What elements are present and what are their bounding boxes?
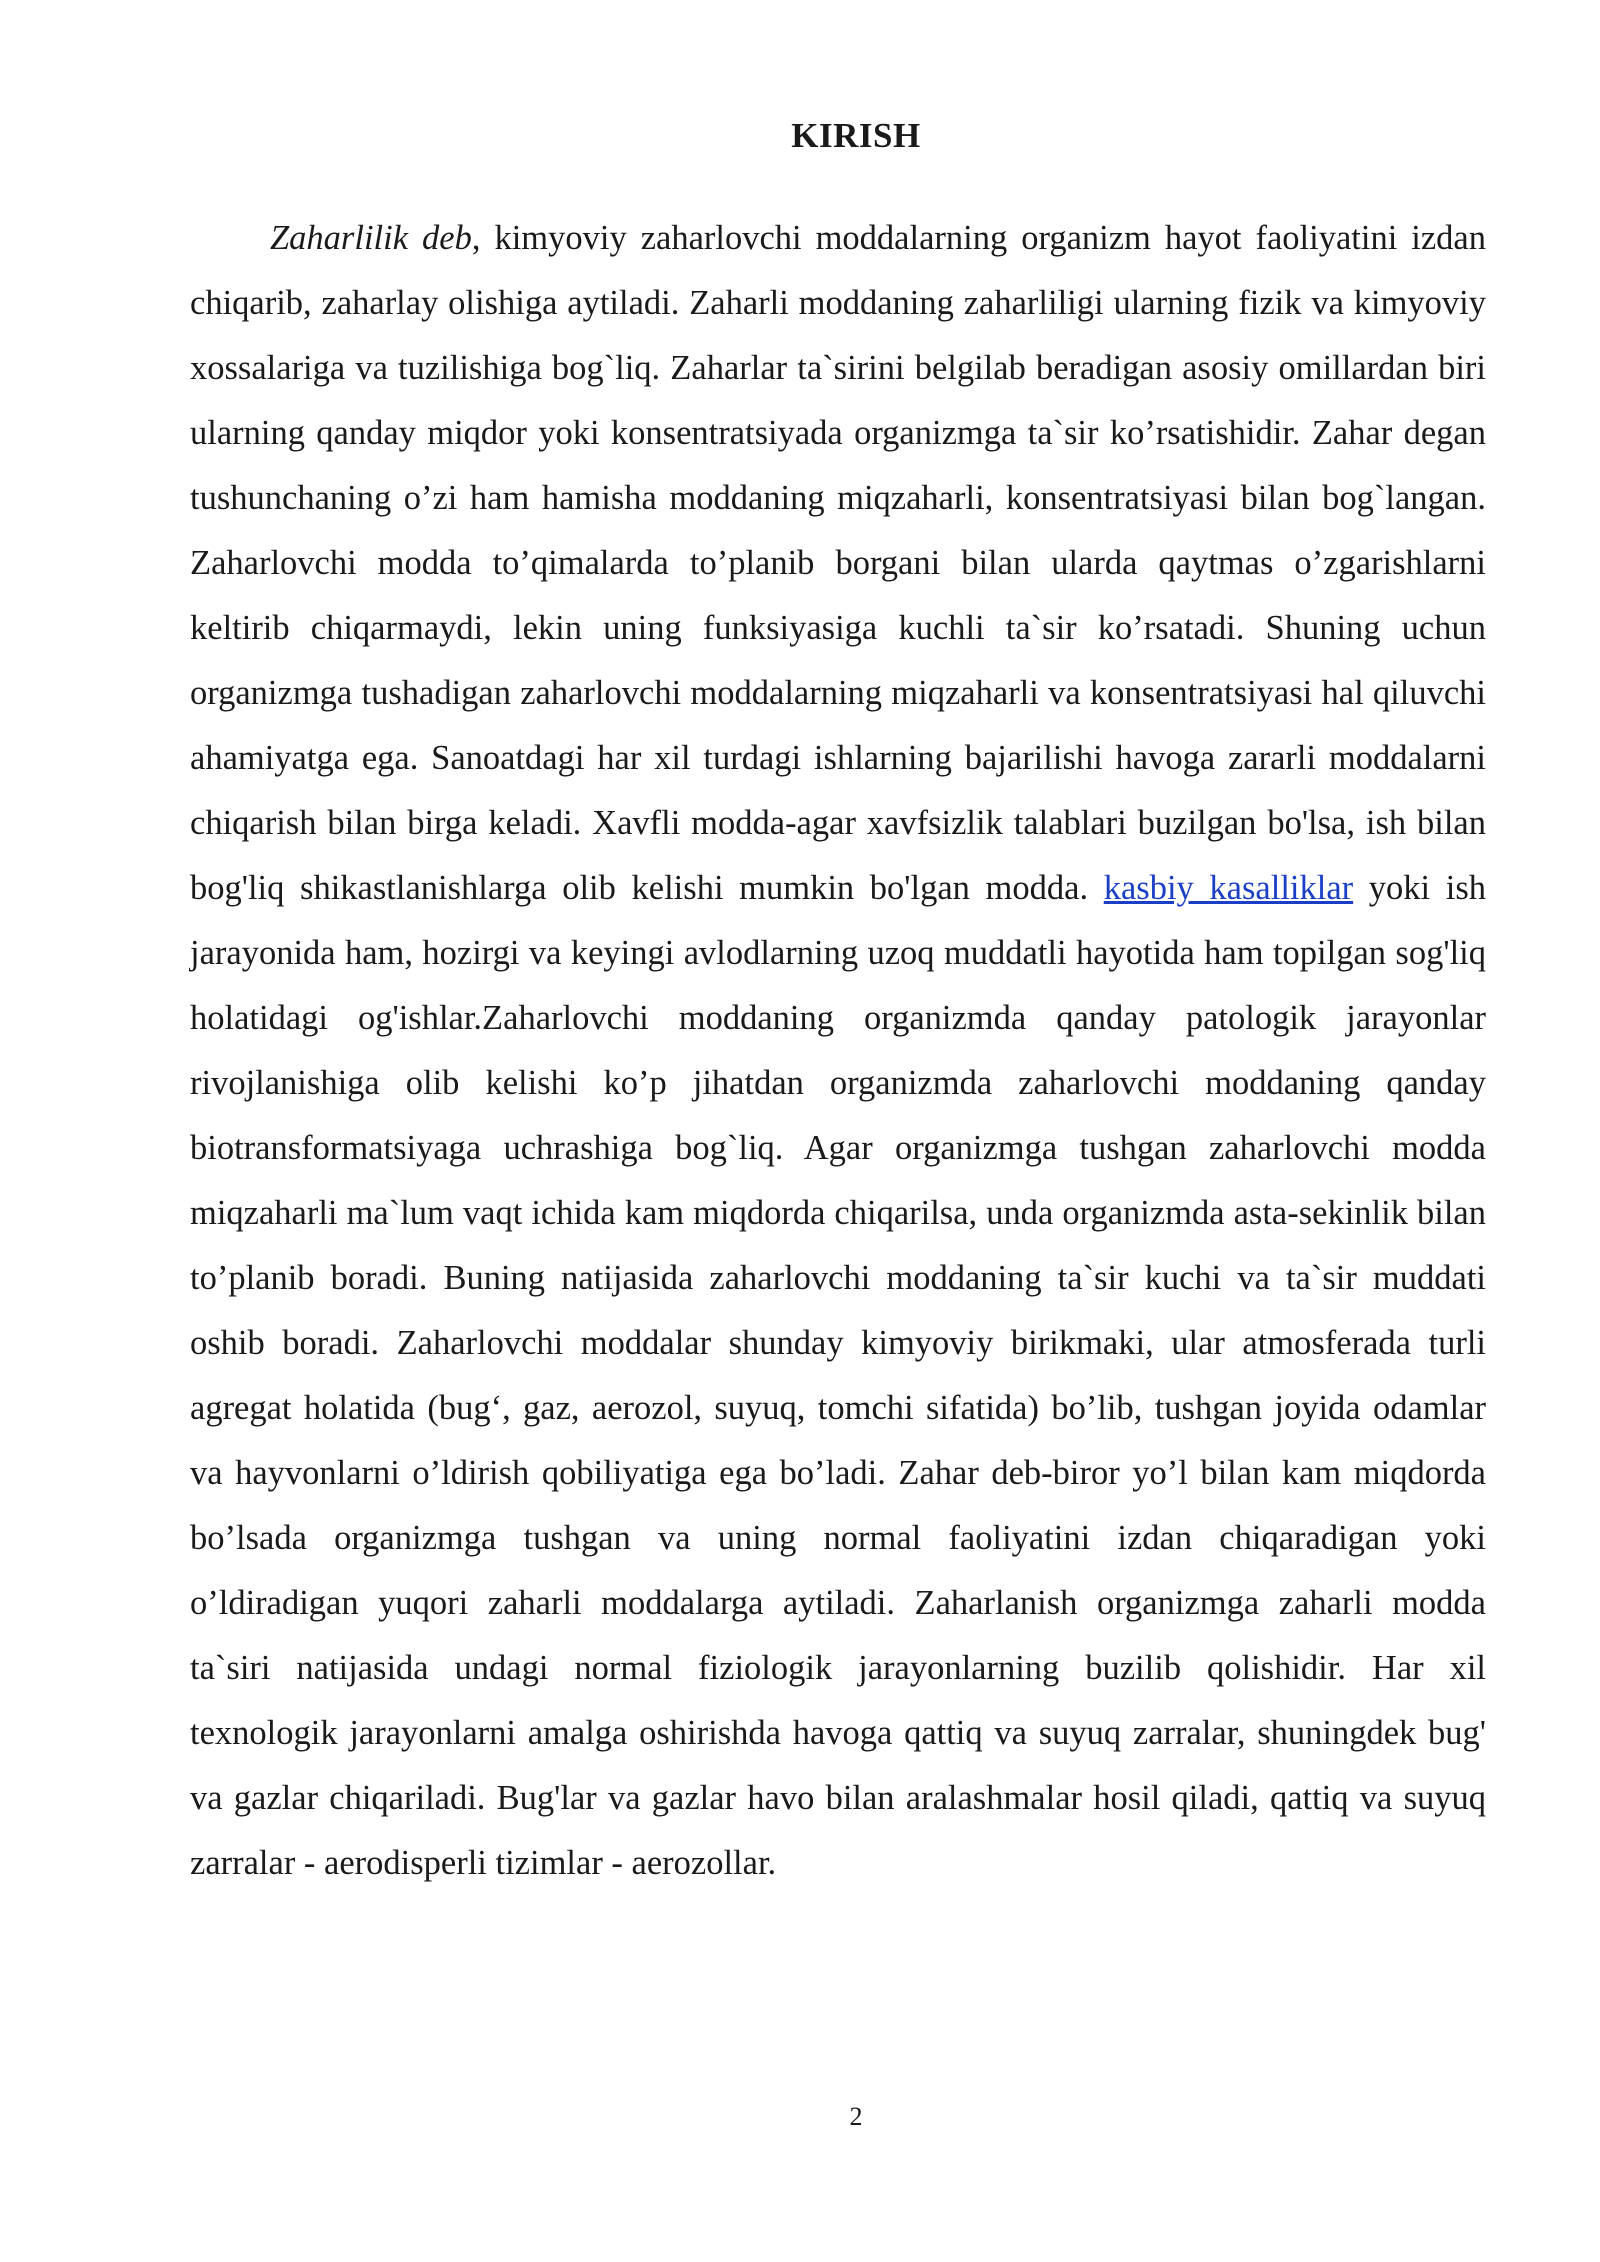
kasbiy-kasalliklar-link[interactable]: kasbiy kasalliklar: [1103, 869, 1354, 907]
lead-italic-term: Zaharlilik deb: [270, 219, 472, 257]
page-title: KIRISH: [791, 116, 921, 155]
paragraph-text-after-link: yoki ish jarayonida ham, hozirgi va keyingi avlodlarning uzoq muddatli hayotida ham topilgan sog'liq holatidagi og'ishlar.Zaharlovchi moddaning organizmda qanday patologik jarayonlar rivojlanishiga olib kelishi ko’p jihatdan organizmda zaharlovchi moddaning qanday biotransformatsiyaga uchrashiga bog`liq. Agar organizmga tushgan zaharlovchi modda miqzaharli ma`lum vaqt ichida kam miqdorda chiqarilsa, unda organizmda asta-sekinlik bilan to’planib boradi. Buning natijasida zaharlovchi moddaning ta`sir kuchi va ta`sir muddati oshib boradi. Zaharlovchi moddalar shunday kimyoviy birikmaki, ular atmosferada turli agregat holatida (bug‘, gaz, aerozol, suyuq, tomchi sifatida) bo’lib, tushgan joyida odamlar va hayvonlarni o’ldirish qobiliyatiga ega bo’ladi. Zahar deb-biror yo’l bilan kam miqdorda bo’lsada organizmga tushgan va uning normal faoliyatini izdan chiqaradigan yoki o’ldiradigan yuqori zaharli moddalarga aytiladi. Zaharlanish organizmga zaharli modda ta`siri natijasida undagi normal fiziologik jarayonlarning buzilib qolishidir. Har xil texnologik jarayonlarni amalga oshirishda havoga qattiq va suyuq zarralar, shuningdek bug' va gazlar chiqariladi. Bug'lar va gazlar havo bilan aralashmalar hosil qiladi, qattiq va suyuq zarralar - aerodisperli tizimlar - aerozollar.: [190, 869, 1486, 1882]
body-paragraph: [190, 206, 1486, 1896]
paragraph-text-before-link: , kimyoviy zaharlovchi moddalarning organizm hayot faoliyatini izdan chiqarib, zaharlay olishiga aytiladi. Zaharli moddaning zaharliligi ularning fizik va kimyoviy xossalariga va tuzilishiga bog`liq. Zaharlar ta`sirini belgilab beradigan asosiy omillardan biri ularning qanday miqdor yoki konsentratsiyada organizmga ta`sir ko’rsatishidir. Zahar degan tushunchaning o’zi ham hamisha moddaning miqzaharli, konsentratsiyasi bilan bog`langan. Zaharlovchi modda to’qimalarda to’planib borgani bilan ularda qaytmas o’zgarishlarni keltirib chiqarmaydi, lekin uning funksiyasiga kuchli ta`sir ko’rsatadi. Shuning uchun organizmga tushadigan zaharlovchi moddalarning miqzaharli va konsentratsiyasi hal qiluvchi ahamiyatga ega. Sanoatdagi har xil turdagi ishlarning bajarilishi havoga zararli moddalarni chiqarish bilan birga keladi. Xavfli modda-agar xavfsizlik talablari buzilgan bo'lsa, ish bilan bog'liq shikastlanishlarga olib kelishi mumkin bo'lgan modda.: [190, 219, 1486, 907]
page-number: 2: [849, 2102, 863, 2131]
